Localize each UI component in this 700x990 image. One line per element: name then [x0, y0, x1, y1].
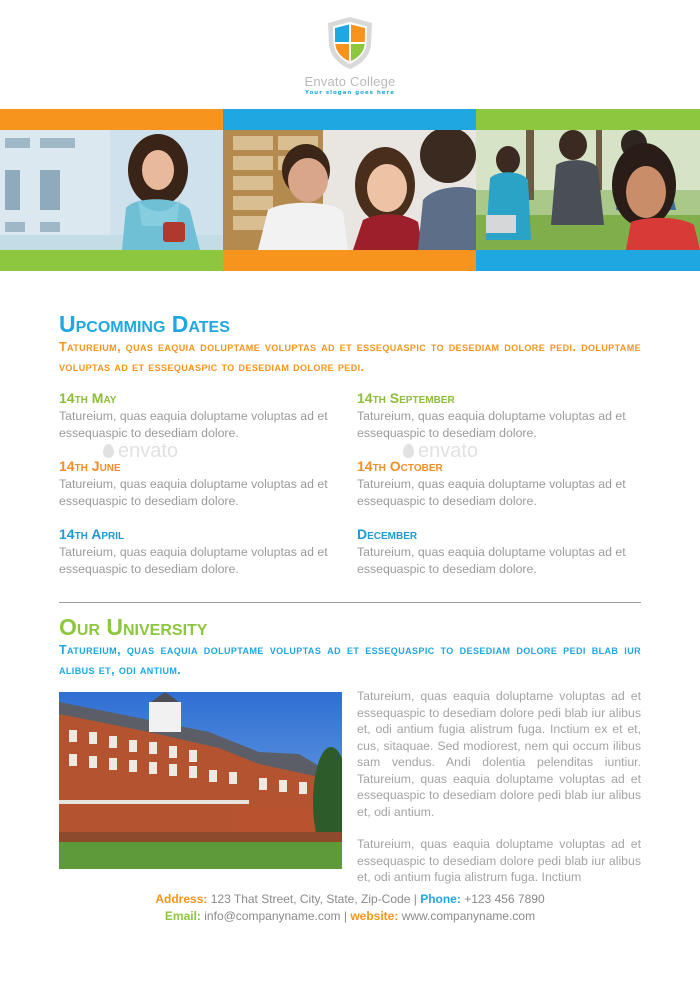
section-subtitle: Tatureium, quas eaquia doluptame voluptas ad et essequaspic to desediam dolore pedi blab iur alibus et, odi antium. — [59, 643, 641, 677]
photo-panel-1 — [0, 109, 223, 271]
email-value[interactable]: info@companyname.com — [204, 909, 341, 923]
drop-icon — [103, 444, 114, 458]
phone-label: Phone: — [420, 892, 461, 906]
smiling-student-photo — [0, 130, 223, 250]
website-label: website: — [350, 909, 399, 923]
date-title: 14th September — [357, 390, 455, 406]
date-item — [357, 390, 627, 458]
date-title: 14th October — [357, 458, 443, 474]
college-slogan: Your slogan goes here — [305, 90, 395, 96]
date-description: Tatureium, quas eaquia doluptame voluptas ad et essequaspic to desediam dolore. — [357, 477, 626, 508]
blue-band — [223, 109, 476, 130]
section-title: Upcomming Dates — [59, 311, 230, 337]
date-item — [357, 526, 627, 594]
email-label: Email: — [164, 909, 201, 923]
address-value: 123 That Street, City, State, Zip-Code — [210, 892, 411, 906]
phone-value: +123 456 7890 — [464, 892, 545, 906]
date-description: Tatureium, quas eaquia doluptame voluptas ad et essequaspic to desediam dolore. — [59, 409, 328, 440]
date-description: Tatureium, quas eaquia doluptame voluptas ad et essequaspic to desediam dolore. — [59, 545, 328, 576]
photo-panel-2 — [223, 109, 476, 271]
green-band — [0, 250, 223, 271]
date-title: December — [357, 526, 418, 542]
blue-band — [476, 250, 700, 271]
paragraph: Tatureium, quas eaquia doluptame voluptas ad et essequaspic to desediam dolore pedi blab iur alibus et, odi antium fugia alistrum fuga. Inctium — [357, 837, 641, 884]
date-title: 14th May — [59, 390, 117, 406]
footer-line-1 — [0, 891, 700, 908]
address-label: Address: — [155, 892, 208, 906]
dates-right-column — [357, 390, 627, 594]
watermark: envato — [403, 440, 478, 463]
students-studying-photo — [223, 130, 476, 250]
section-subtitle: Tatureium, quas eaquia doluptame voluptas ad et essequaspic to desediam dolore pedi. doluptame voluptas ad et essequaspic to desediam dolore pedi. — [59, 340, 641, 374]
date-item — [59, 458, 329, 526]
date-item — [59, 526, 329, 594]
date-item — [59, 390, 329, 458]
footer-line-2 — [0, 908, 700, 925]
upcoming-dates-section — [59, 311, 641, 377]
shield-icon — [326, 16, 374, 70]
students-on-lawn-photo — [476, 130, 700, 250]
paragraph: Tatureium, quas eaquia doluptame voluptas ad et essequaspic to desediam dolore pedi blab iur alibus et, odi antium fugia alistrum fuga. Inctium ex et et, cus, sitaquae. Sed modiorest, nem qui occum ilibus sam vendus. Andi dolentia pelenditas iuntiur. Tatureium, quas eaquia doluptame voluptas ad et essequaspic to desediam dolore pedi blab iur alibus et, odi antium. — [357, 689, 641, 819]
photo-strip — [0, 109, 700, 271]
separator: | — [343, 909, 347, 923]
university-building-photo — [59, 692, 342, 869]
dates-left-column — [59, 390, 329, 594]
date-title: 14th April — [59, 526, 125, 542]
section-title: Our University — [59, 614, 208, 640]
orange-band — [0, 109, 223, 130]
watermark: envato — [103, 440, 178, 463]
university-section — [59, 614, 641, 680]
section-divider — [59, 602, 641, 603]
orange-band — [223, 250, 476, 271]
logo — [0, 16, 700, 96]
date-title: 14th June — [59, 458, 121, 474]
date-item — [357, 458, 627, 526]
date-description: Tatureium, quas eaquia doluptame voluptas ad et essequaspic to desediam dolore. — [59, 477, 328, 508]
date-description: Tatureium, quas eaquia doluptame voluptas ad et essequaspic to desediam dolore. — [357, 409, 626, 440]
date-description: Tatureium, quas eaquia doluptame voluptas ad et essequaspic to desediam dolore. — [357, 545, 626, 576]
green-band — [476, 109, 700, 130]
drop-icon — [403, 444, 414, 458]
college-name: Envato College — [304, 74, 396, 89]
photo-panel-3 — [476, 109, 700, 271]
university-description — [357, 688, 641, 902]
separator: | — [413, 892, 417, 906]
contact-footer — [0, 891, 700, 925]
website-value[interactable]: www.companyname.com — [401, 909, 536, 923]
